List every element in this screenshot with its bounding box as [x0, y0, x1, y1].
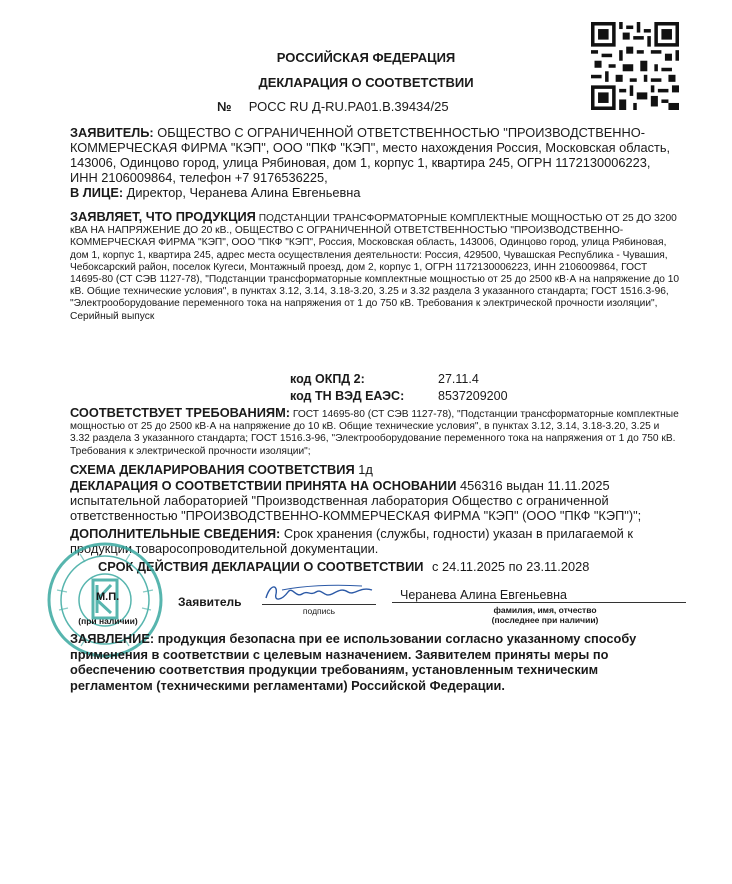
tnved-label: код ТН ВЭД ЕАЭС:	[290, 389, 405, 403]
okpd-value: 27.11.4	[438, 372, 479, 386]
applicant-section	[70, 125, 680, 200]
declaration-number	[217, 99, 449, 114]
statement-label: ЗАЯВЛЕНИЕ:	[70, 631, 155, 646]
country-title: РОССИЙСКАЯ ФЕДЕРАЦИЯ	[276, 50, 456, 65]
mp-note: (при наличии)	[78, 616, 138, 626]
name-caption-1: фамилия, имя, отчество	[493, 605, 597, 615]
number-value: РОСС RU Д-RU.РА01.В.39434/25	[248, 99, 449, 114]
additional-label: ДОПОЛНИТЕЛЬНЫЕ СВЕДЕНИЯ:	[70, 526, 281, 541]
validity-value: с 24.11.2025 по 23.11.2028	[432, 559, 590, 574]
applicant-text: ОБЩЕСТВО С ОГРАНИЧЕННОЙ ОТВЕТСТВЕННОСТЬЮ "ПРОИЗВОДСТВЕННО-КОММЕРЧЕСКАЯ ФИРМА "КЭП", ООО "ПКФ "КЭП", место нахождения Россия, Московская область, 143006, Одинцово город, улица Рябиновая, дом 1, корпус 1, квартира 245, ОГРН 1172130006223, ИНН 2106009864, телефон +7 9176536225,	[70, 125, 671, 185]
basis-section	[70, 478, 680, 523]
requirements-label: СООТВЕТСТВУЕТ ТРЕБОВАНИЯМ:	[70, 405, 291, 420]
signer-name: Черанева Алина Евгеньевна	[400, 588, 567, 602]
applicant-sign-label: Заявитель	[178, 595, 242, 609]
statement-text: продукция безопасна при ее использовании согласно указанному способу применения в соответствии с целевым назначением. Заявителем приняты меры по обеспечению соответствия продукции требованиям, установленным техническим регламентом (техническими регламентами) Российской Федерации.	[70, 631, 637, 693]
signature-line	[262, 604, 376, 605]
product-label: ЗАЯВЛЯЕТ, ЧТО ПРОДУКЦИЯ	[70, 209, 256, 224]
document-title: ДЕКЛАРАЦИЯ О СООТВЕТСТВИИ	[258, 75, 474, 90]
number-sign: №	[217, 99, 232, 114]
product-text: ПОДСТАНЦИИ ТРАНСФОРМАТОРНЫЕ КОМПЛЕКТНЫЕ МОЩНОСТЬЮ ОТ 25 ДО 3200 кВА НА НАПРЯЖЕНИЕ ДО 20 кВ., ОБЩЕСТВО С ОГРАНИЧЕННОЙ ОТВЕТСТВЕННОСТЬЮ "ПРОИЗВОДСТВЕННО-КОММЕРЧЕСКАЯ ФИРМА "КЭП", ООО "ПКФ "КЭП", Россия, Московская область, 143006, Одинцово город, улица Рябиновая, дом 1, корпус 1, квартира 245, адрес места осуществления деятельности: Россия, 429500, Чувашская Республика - Чувашия, Чебоксарский район, поселок Кугеси, Монтажный проезд, дом 2, корпус 1, ОГРН 1172130006223, ИНН 2106009864, ГОСТ 14695-80 (СТ СЭВ 1127-78), "Подстанции трансформаторные комплектные мощностью от 25 до 2500 кВ·А на напряжение до 10 кВ. Общие технические условия", в пунктах 3.12, 3.14, 3.18-3.20, 3.25 и 3.32 раздела 3 указанного стандарта; ГОСТ 1516.3-96, "Электрооборудование переменного тока на напряжения от 1 до 750 кВ. Требования к электрической прочности изоляции", Серийный выпуск	[70, 213, 680, 322]
validity-label: СРОК ДЕЙСТВИЯ ДЕКЛАРАЦИИ О СООТВЕТСТВИИ	[98, 559, 424, 574]
handwritten-signature	[262, 580, 377, 606]
basis-text: 456316 выдан 11.11.2025 испытательной лабораторией "Производственная лаборатория Общество с ограниченной ответственностью "ПРОИЗВОДСТВЕННО-КОММЕРЧЕСКАЯ ФИРМА "КЭП" (ООО "ПКФ "КЭП")";	[70, 478, 642, 523]
mp-label: М.П.	[96, 591, 120, 603]
requirements-text: ГОСТ 14695-80 (СТ СЭВ 1127-78), "Подстанции трансформаторные комплектные мощностью от 25 до 2500 кВ·А на напряжение до 10 кВ. Общие технические условия", в пунктах 3.12, 3.14, 3.18-3.20, 3.25 и 3.32 раздела 3 указанного стандарта; ГОСТ 1516.3-96, "Электрооборудование переменного тока на напряжения от 1 до 750 кВ. Требования к электрической прочности изоляции";	[70, 409, 679, 457]
tnved-value: 8537209200	[438, 389, 508, 403]
basis-label: ДЕКЛАРАЦИЯ О СООТВЕТСТВИИ ПРИНЯТА НА ОСНОВАНИИ	[70, 478, 457, 493]
statement-section	[70, 631, 680, 693]
additional-text: Срок хранения (службы, годности) указан в прилагаемой к продукции товаросопроводительной документации.	[70, 526, 633, 556]
person-text: Директор, Черанева Алина Евгеньевна	[123, 185, 361, 200]
name-line	[392, 602, 686, 603]
requirements-section	[70, 407, 680, 458]
scheme-value: 1д	[354, 462, 373, 477]
scheme-label: СХЕМА ДЕКЛАРИРОВАНИЯ СООТВЕТСТВИЯ	[70, 462, 355, 477]
applicant-label: ЗАЯВИТЕЛЬ:	[70, 125, 154, 140]
signature-caption: подпись	[302, 606, 336, 616]
name-caption-2: (последнее при наличии)	[491, 615, 599, 625]
qr-code	[591, 22, 679, 110]
product-section	[70, 211, 680, 323]
okpd-label: код ОКПД 2:	[290, 372, 365, 386]
person-label: В ЛИЦЕ:	[70, 185, 124, 200]
scheme-section	[70, 462, 680, 477]
